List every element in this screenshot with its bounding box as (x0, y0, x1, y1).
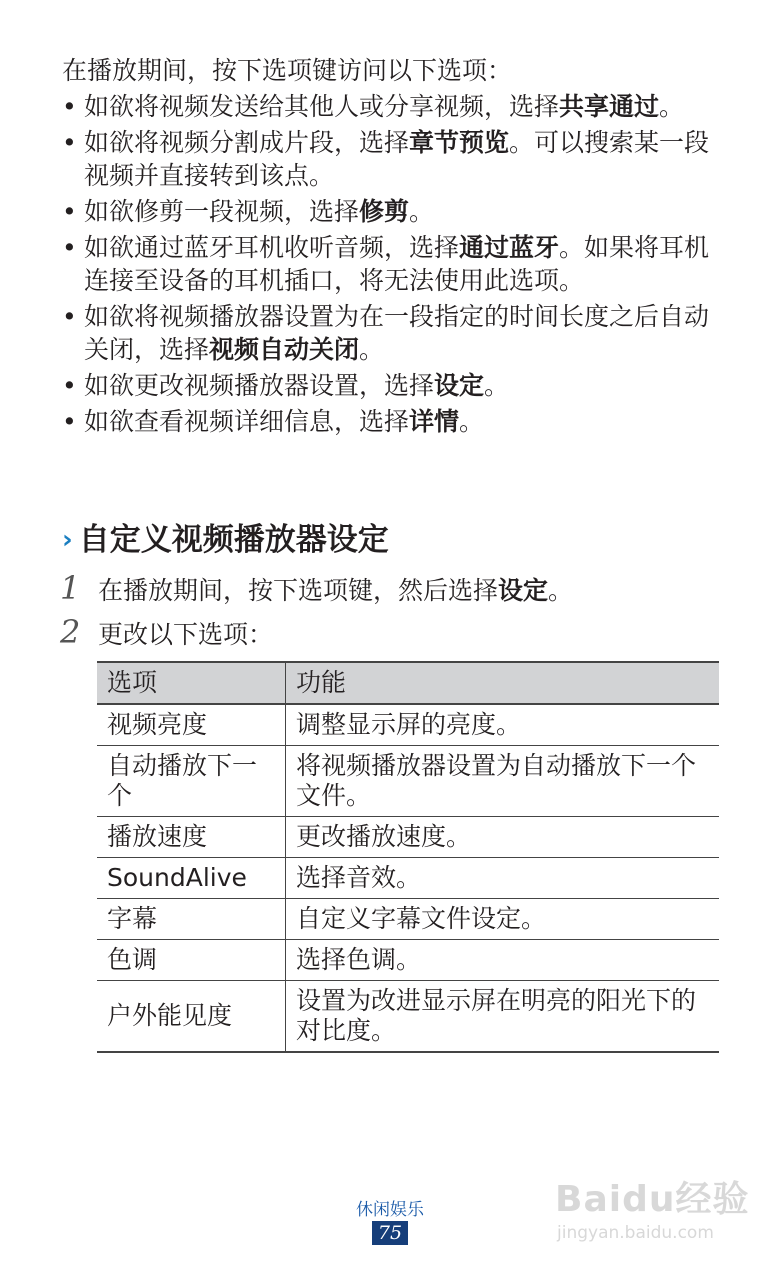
function-cell: 调整显示屏的亮度。 (286, 704, 720, 746)
option-cell: SoundAlive (97, 858, 286, 899)
column-header-function: 功能 (286, 662, 720, 704)
bullet-item: • 如欲通过蓝牙耳机收听音频，选择通过蓝牙。如果将耳机连接至设备的耳机插口，将无法使用此选项。 (62, 231, 712, 297)
bullet-item: • 如欲将视频播放器设置为在一段指定的时间长度之后自动关闭，选择视频自动关闭。 (62, 300, 712, 366)
section-title-text: 自定义视频播放器设定 (78, 522, 389, 558)
table-row (97, 899, 719, 940)
option-cell: 字幕 (97, 899, 286, 940)
step-1: 1 在播放期间，按下选项键，然后选择设定。 (60, 569, 574, 607)
table-header-row (97, 662, 719, 704)
bullet-item: • 如欲查看视频详细信息，选择详情。 (62, 405, 712, 438)
table-row (97, 940, 719, 981)
baidu-logo-icon: Baidu经验 (555, 1179, 750, 1220)
options-table (97, 661, 719, 1053)
option-cell: 户外能见度 (97, 981, 286, 1053)
watermark-url: jingyan.baidu.com (557, 1223, 714, 1243)
function-cell: 将视频播放器设置为自动播放下一个文件。 (286, 746, 720, 817)
table-row (97, 746, 719, 817)
function-cell: 选择色调。 (286, 940, 720, 981)
table-row (97, 981, 719, 1053)
column-header-option: 选项 (97, 662, 286, 704)
page-number: 75 (372, 1221, 408, 1245)
bullet-item: • 如欲将视频分割成片段，选择章节预览。可以搜索某一段视频并直接转到该点。 (62, 126, 712, 192)
option-bullet-list (62, 90, 712, 441)
option-cell: 播放速度 (97, 817, 286, 858)
option-cell: 色调 (97, 940, 286, 981)
function-cell: 自定义字幕文件设定。 (286, 899, 720, 940)
table-row (97, 858, 719, 899)
table-row (97, 704, 719, 746)
footer-section-label: 休闲娱乐 (356, 1200, 424, 1220)
function-cell: 选择音效。 (286, 858, 720, 899)
option-cell: 自动播放下一个 (97, 746, 286, 817)
watermark (555, 1163, 750, 1253)
table-row (97, 817, 719, 858)
bullet-item: • 如欲将视频发送给其他人或分享视频，选择共享通过。 (62, 90, 712, 123)
section-heading (62, 518, 389, 564)
function-cell: 设置为改进显示屏在明亮的阳光下的对比度。 (286, 981, 720, 1053)
function-cell: 更改播放速度。 (286, 817, 720, 858)
chevron-right-icon: › (62, 525, 73, 555)
bullet-item: • 如欲更改视频播放器设置，选择设定。 (62, 369, 712, 402)
step-2: 2 更改以下选项： (60, 613, 274, 651)
bullet-item: • 如欲修剪一段视频，选择修剪。 (62, 195, 712, 228)
intro-text: 在播放期间，按下选项键访问以下选项： (62, 56, 513, 85)
option-cell: 视频亮度 (97, 704, 286, 746)
step-number: 1 (60, 569, 81, 607)
step-number: 2 (60, 613, 81, 651)
